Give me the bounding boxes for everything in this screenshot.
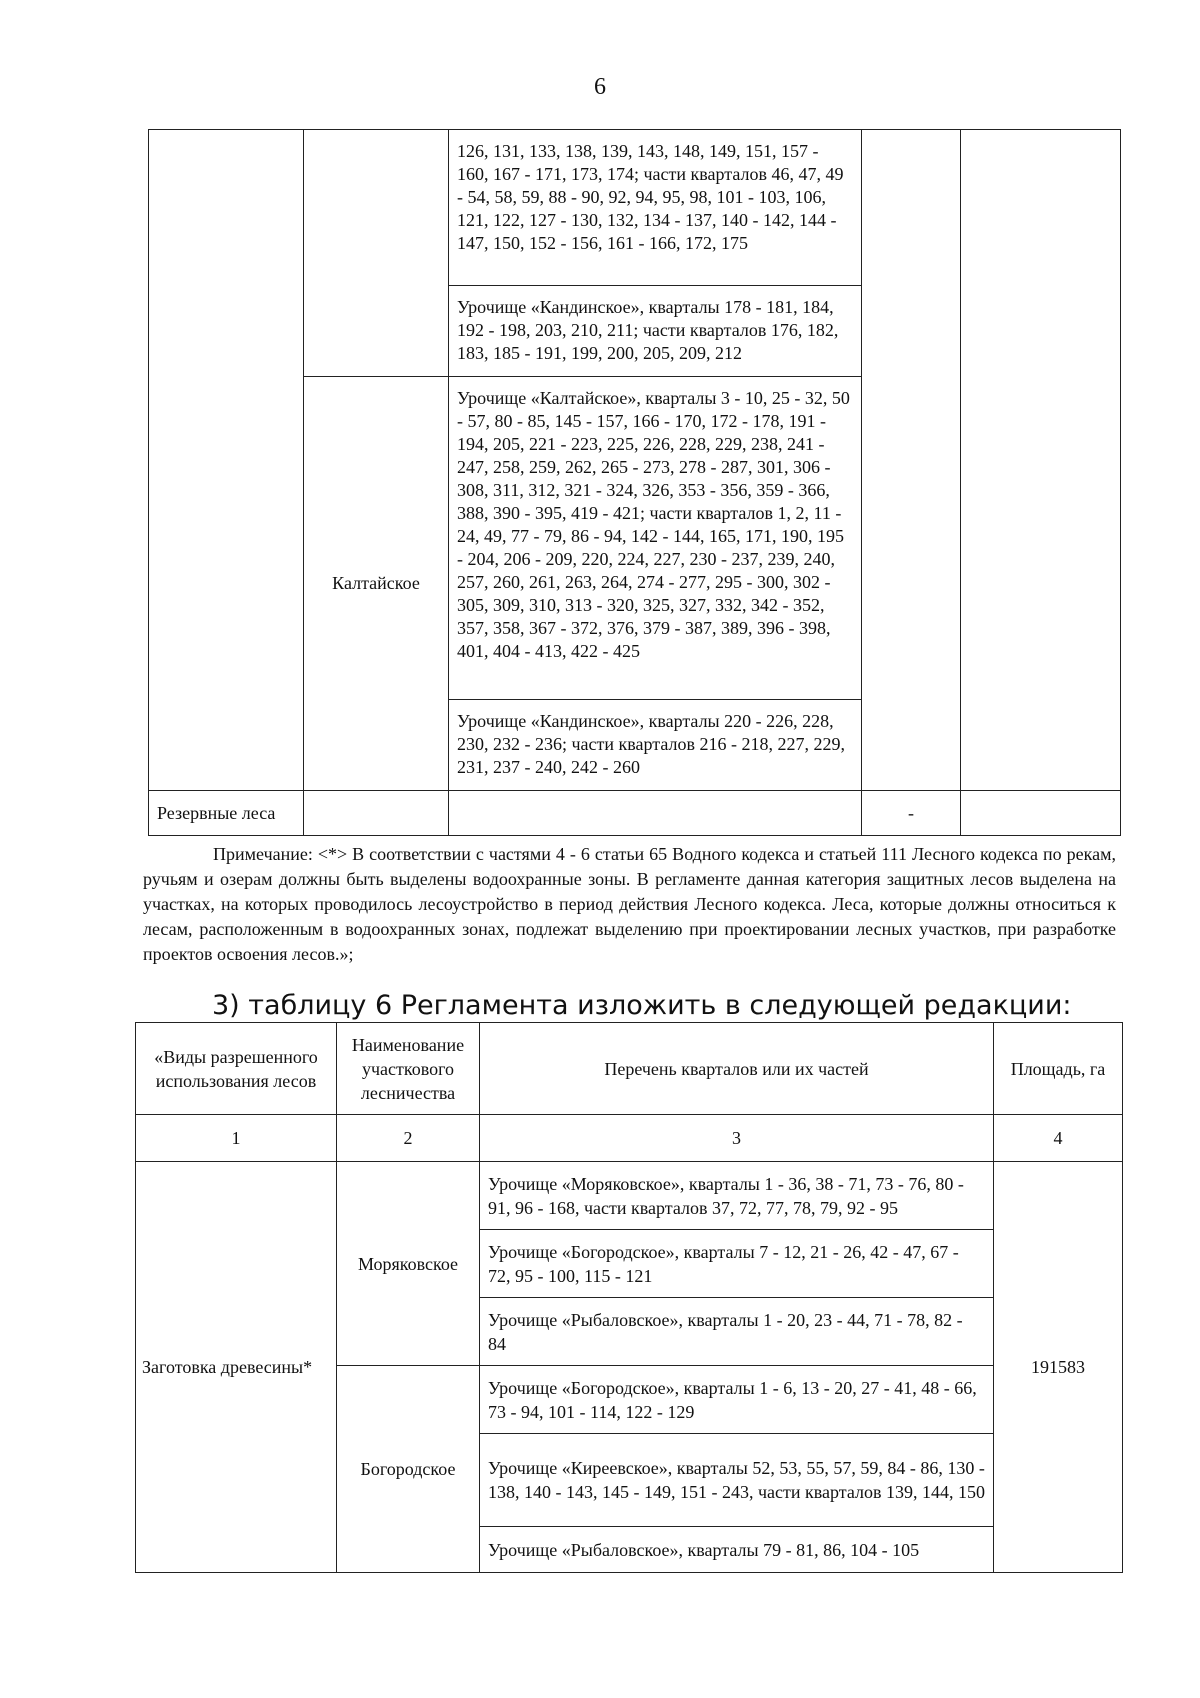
header-row — [136, 1023, 1123, 1115]
reserve-dash: - — [862, 791, 961, 836]
table-6 — [135, 1022, 1123, 1573]
empty-cell — [862, 130, 961, 791]
column-number: 2 — [337, 1115, 480, 1162]
category-cell: Заготовка древесины* — [136, 1162, 337, 1573]
quarters-cell: Урочище «Богородское», кварталы 7 - 12, 21 - 26, 42 - 47, 67 - 72, 95 - 100, 115 - 121 — [480, 1230, 994, 1298]
page-number: 6 — [594, 74, 606, 100]
quarters-cell: Урочище «Калтайское», кварталы 3 - 10, 25 - 32, 50 - 57, 80 - 85, 145 - 157, 166 - 170, 172 - 178, 191 - 194, 205, 221 - 223, 225, 226, 228, 229, 238, 241 - 247, 258, 259, 262, 265 - 273, 278 - 287, 301, 306 - 308, 311, 312, 321 - 324, 326, 353 - 356, 359 - 366, 388, 390 - 395, 419 - 421; части кварталов 1, 2, 11 - 24, 49, 77 - 79, 86 - 94, 142 - 144, 165, 171, 190, 195 - 204, 206 - 209, 220, 224, 227, 230 - 237, 239, 240, 257, 260, 261, 263, 264, 274 - 277, 295 - 300, 302 - 305, 309, 310, 313 - 320, 325, 327, 332, 342 - 352, 357, 358, 367 - 372, 376, 379 - 387, 389, 396 - 398, 401, 404 - 413, 422 - 425 — [449, 377, 862, 700]
quarters-cell: Урочище «Кандинское», кварталы 220 - 226, 228, 230, 232 - 236; части кварталов 216 - 218, 227, 229, 231, 237 - 240, 242 - 260 — [449, 700, 862, 791]
district-moryakovskoe: Моряковское — [337, 1162, 480, 1366]
header-cell-area: Площадь, га — [994, 1023, 1123, 1115]
empty-cell — [449, 791, 862, 836]
quarters-cell: 126, 131, 133, 138, 139, 143, 148, 149, 151, 157 - 160, 167 - 171, 173, 174; части кварталов 46, 47, 49 - 54, 58, 59, 88 - 90, 92, 94, 95, 98, 101 - 103, 106, 121, 122, 127 - 130, 132, 134 - 137, 140 - 142, 144 - 147, 150, 152 - 156, 161 - 166, 172, 175 — [449, 130, 862, 286]
column-number: 1 — [136, 1115, 337, 1162]
number-row — [136, 1115, 1123, 1162]
category-cell — [149, 130, 304, 791]
quarters-cell: Урочище «Моряковское», кварталы 1 - 36, 38 - 71, 73 - 76, 80 - 91, 96 - 168, части кварталов 37, 72, 77, 78, 79, 92 - 95 — [480, 1162, 994, 1230]
quarters-cell: Урочище «Богородское», кварталы 1 - 6, 13 - 20, 27 - 41, 48 - 66, 73 - 94, 101 - 114, 122 - 129 — [480, 1366, 994, 1434]
table-row — [136, 1162, 1123, 1230]
quarters-cell: Урочище «Рыбаловское», кварталы 79 - 81, 86, 104 - 105 — [480, 1527, 994, 1573]
empty-cell — [304, 791, 449, 836]
column-number: 4 — [994, 1115, 1123, 1162]
table-row — [149, 791, 1121, 836]
section-heading: 3) таблицу 6 Регламента изложить в следующей редакции: — [212, 990, 1072, 1021]
quarters-cell: Урочище «Кандинское», кварталы 178 - 181, 184, 192 - 198, 203, 210, 211; части кварталов 176, 182, 183, 185 - 191, 199, 200, 205, 209, 212 — [449, 286, 862, 377]
district-cell — [304, 130, 449, 377]
header-cell-district: Наименование участкового лесничества — [337, 1023, 480, 1115]
district-kaltai: Калтайское — [304, 377, 449, 791]
empty-cell — [961, 130, 1121, 791]
header-cell-quarters: Перечень кварталов или их частей — [480, 1023, 994, 1115]
header-cell-use-type: «Виды разрешенного использования лесов — [136, 1023, 337, 1115]
note-paragraph: Примечание: <*> В соответствии с частями 4 - 6 статьи 65 Водного кодекса и статьей 111 Лесного кодекса по рекам, ручьям и озерам должны быть выделены водоохранные зоны. В регламенте данная категория защитных лесов выделена на участках, на которых проводилось лесоустройство в период действия Лесного кодекса. Леса, которые должны относиться к лесам, расположенным в водоохранных зонах, подлежат выделению при проектировании лесных участков, при разработке проектов освоения лесов.»; — [143, 844, 1116, 964]
quarters-cell: Урочище «Киреевское», кварталы 52, 53, 55, 57, 59, 84 - 86, 130 - 138, 140 - 143, 145 - 149, 151 - 243, части кварталов 139, 144, 150 — [480, 1434, 994, 1527]
table-row — [149, 130, 1121, 286]
area-value: 191583 — [994, 1162, 1123, 1573]
empty-cell — [961, 791, 1121, 836]
quarters-cell: Урочище «Рыбаловское», кварталы 1 - 20, 23 - 44, 71 - 78, 82 - 84 — [480, 1298, 994, 1366]
reserve-forests-label: Резервные леса — [149, 791, 304, 836]
district-bogorodskoe: Богородское — [337, 1366, 480, 1573]
table-5-continuation — [148, 129, 1121, 836]
column-number: 3 — [480, 1115, 994, 1162]
